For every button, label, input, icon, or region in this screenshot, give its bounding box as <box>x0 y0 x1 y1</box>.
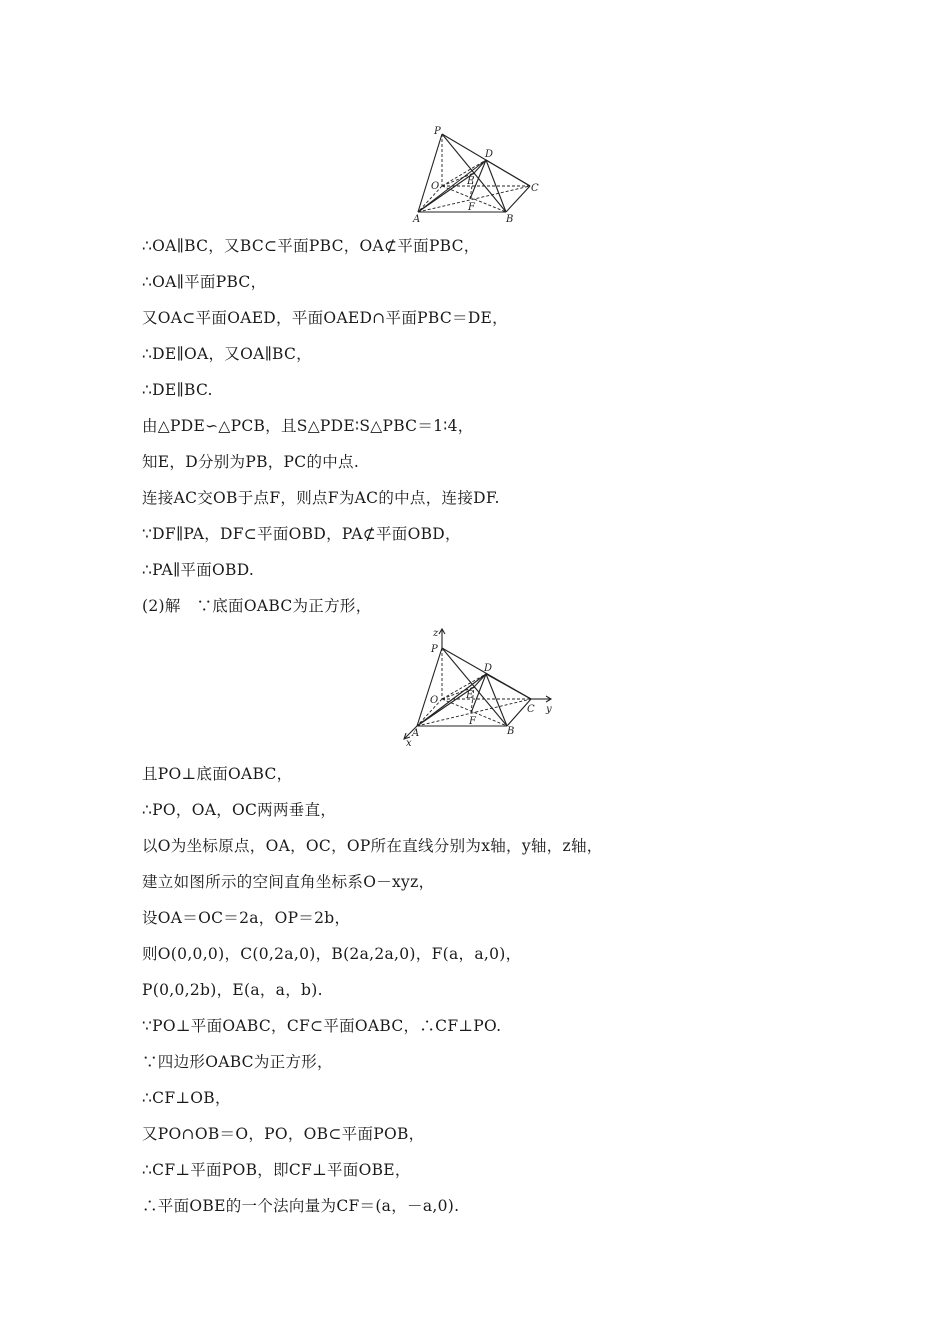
label-P: P <box>434 126 441 137</box>
text-line-8: 连接AC交OB于点F，则点F为AC的中点，连接DF. <box>142 489 500 507</box>
label-O: O <box>431 181 440 192</box>
text-line-6: 由△PDE∽△PCB，且S△PDE∶S△PBC＝1∶4， <box>142 417 474 435</box>
text-line-22: 又PO∩OB＝O，PO，OB⊂平面POB， <box>142 1125 425 1143</box>
text-line-3: 又OA⊂平面OAED，平面OAED∩平面PBC＝DE， <box>142 309 508 327</box>
text-line-18: P(0,0,2b)，E(a，a，b). <box>142 981 323 999</box>
text-line-23: ∴CF⊥平面POB，即CF⊥平面OBE， <box>142 1161 411 1179</box>
label-E: E <box>466 690 474 701</box>
label-z: z <box>433 628 439 639</box>
text-line-7: 知E，D分别为PB，PC的中点. <box>142 453 360 471</box>
text-line-16: 设OA＝OC＝2a，OP＝2b， <box>142 909 351 927</box>
label-A: A <box>413 214 421 225</box>
text-line-5: ∴DE∥BC. <box>142 381 213 399</box>
text-line-17: 则O(0,0,0)，C(0,2a,0)，B(2a,2a,0)，F(a，a,0)， <box>142 945 522 963</box>
text-line-1: ∴OA∥BC，又BC⊂平面PBC，OA⊄平面PBC， <box>142 237 480 255</box>
text-line-11: (2)解 ∵底面OABC为正方形， <box>142 597 372 615</box>
text-line-24: ∴平面OBE的一个法向量为CF＝(a，－a,0). <box>142 1197 460 1215</box>
label-D: D <box>485 149 494 160</box>
label-F: F <box>468 202 475 213</box>
text-line-19: ∵PO⊥平面OABC，CF⊂平面OABC，∴CF⊥PO. <box>142 1017 502 1035</box>
label-B: B <box>506 214 514 225</box>
label-C: C <box>531 183 539 194</box>
coordinate-pyramid-figure-2 <box>395 622 565 752</box>
text-line-13: ∴PO，OA，OC两两垂直， <box>142 801 337 819</box>
label-x: x <box>406 738 412 749</box>
label-C: C <box>527 704 535 715</box>
label-E: E <box>467 176 475 187</box>
label-D: D <box>484 663 493 674</box>
text-line-20: ∵四边形OABC为正方形， <box>142 1053 333 1071</box>
text-line-14: 以O为坐标原点，OA，OC，OP所在直线分别为x轴，y轴，z轴， <box>142 837 603 855</box>
label-O: O <box>430 695 439 706</box>
text-line-4: ∴DE∥OA，又OA∥BC， <box>142 345 312 363</box>
pyramid-figure-1 <box>410 122 550 226</box>
text-line-12: 且PO⊥底面OABC， <box>142 765 293 783</box>
label-A: A <box>412 728 420 739</box>
text-line-21: ∴CF⊥OB， <box>142 1089 231 1107</box>
text-line-9: ∵DF∥PA，DF⊂平面OBD，PA⊄平面OBD， <box>142 525 461 543</box>
text-line-15: 建立如图所示的空间直角坐标系O－xyz， <box>142 873 435 891</box>
label-P: P <box>431 644 438 655</box>
text-line-10: ∴PA∥平面OBD. <box>142 561 255 579</box>
label-F: F <box>469 716 476 727</box>
label-y: y <box>546 704 552 715</box>
label-B: B <box>507 726 515 737</box>
text-line-2: ∴OA∥平面PBC， <box>142 273 267 291</box>
